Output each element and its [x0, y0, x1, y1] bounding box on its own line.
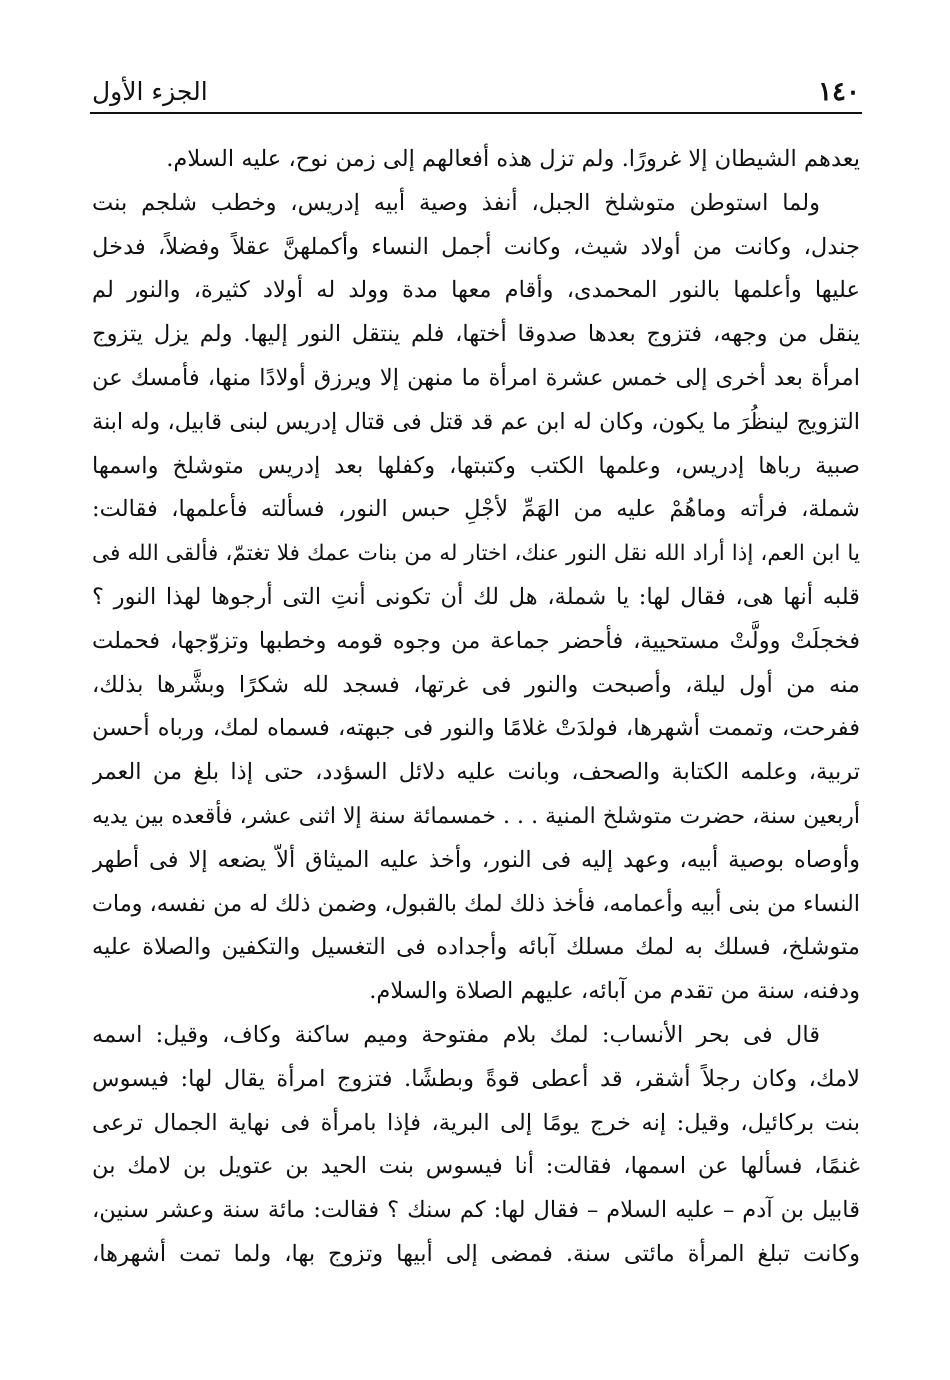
text-line: وأوصاه بوصية أبيه، وعهد إليه فى النور، وأخذ عليه الميثاق ألاّ يضعه إلا فى أطهر — [92, 846, 860, 873]
text-line: يعدهم الشيطان إلا غرورًا. ولم تزل هذه أفعالهم إلى زمن نوح، عليه السلام. — [166, 146, 860, 172]
text-line: وكانت تبلغ المرأة مائتى سنة. فمضى إلى أبيها وتزوج بها، ولما تمت أشهرها، — [92, 1240, 860, 1267]
text-line: ودفنه، سنة من تقدم من آبائه، عليهم الصلاة والسلام. — [369, 978, 860, 1005]
text-line: قال فى بحر الأنساب: لمك بلام مفتوحة وميم ساكنة وكاف، وقيل: اسمه — [92, 1021, 820, 1048]
text-line: قابيل بن آدم – عليه السلام – فقال لها: كم سنك ؟ فقالت: مائة سنة وعشر سنين، — [92, 1197, 860, 1224]
text-line: يا ابن العم، إذا أراد الله نقل النور عنك، اختار له من بنات عمك فلا تغتمّ، فألقى الله فى — [92, 541, 860, 567]
running-head: الجزء الأول — [92, 77, 208, 106]
text-line: ينقل من وجهه، فتزوج بعدها صدوقا أختها، فلم ينتقل النور إليها. ولم يزل يتزوج — [92, 321, 860, 348]
text-line: جندل، وكانت من أولاد شيث، وكانت أجمل النساء وأكملهنَّ عقلاً وفضلاً، فدخل — [92, 233, 860, 260]
page-header — [92, 70, 860, 110]
text-line: ولما استوطن متوشلخ الجبل، أنفذ وصية أبيه إدريس، وخطب شلجم بنت — [92, 189, 820, 216]
text-line: امرأة بعد أخرى إلى خمس عشرة امرأة ما منهن إلا ويرزق أولادًا منها، فأمسك عن — [92, 364, 860, 391]
text-line: متوشلخ، فسلك به لمك مسلك آبائه وأجداده فى التغسيل والتكفين والصلاة عليه — [92, 934, 860, 961]
text-line: شملة، فرأته وماهُمْ عليه من الهَمِّ لأجْلِ حبس النور، فسألته فأعلمها، فقالت: — [92, 496, 860, 523]
text-line: قلبه أنها هى، فقال لها: يا شملة، هل لك أن تكونى أنتِ التى أرجوها لهذا النور ؟ — [92, 583, 860, 610]
body-text — [92, 138, 860, 1277]
header-rule — [90, 112, 862, 114]
text-line: ففرحت، وتممت أشهرها، فولدَتْ غلامًا والنور فى جبهته، فسماه لمك، ورباه أحسن — [92, 715, 860, 742]
text-line: صبية رباها إدريس، وعلمها الكتب وكتبتها، وكفلها بعد إدريس متوشلخ واسمها — [92, 452, 860, 479]
text-line: أربعين سنة، حضرت متوشلخ المنية . . . خمسمائة سنة إلا اثنى عشر، فأقعده بين يديه — [92, 803, 860, 829]
text-line: عليها وأعلمها بالنور المحمدى، وأقام معها مدة وولد له أولاد كثيرة، والنور لم — [92, 277, 860, 304]
text-line: غنمًا، فسألها عن اسمها، فقالت: أنا فيسوس بنت الحيد بن عتويل بن لامك بن — [92, 1153, 860, 1180]
text-line: منه من أول ليلة، وأصبحت والنور فى غرتها، فسجد لله شكرًا وبشَّرها بذلك، — [92, 671, 860, 698]
text-line: فخجلَتْ وولَّتْ مستحيية، فأحضر جماعة من وجوه قومه وخطبها وتزوّجها، فحملت — [92, 627, 860, 654]
page-number: ١٤٠ — [818, 77, 860, 107]
text-line: النساء من بنى أبيه وأعمامه، فأخذ ذلك لمك بالقبول، وضمن ذلك له من نفسه، ومات — [92, 890, 860, 917]
text-line: التزويج لينظُرَ ما يكون، وكان له ابن عم قد قتل فى قتال إدريس لبنى قابيل، وله ابنة — [92, 408, 860, 435]
text-line: بنت بركائيل، وقيل: إنه خرج يومًا إلى البرية، فإذا بامرأة فى نهاية الجمال ترعى — [92, 1109, 860, 1136]
text-line: تربية، وعلمه الكتابة والصحف، وبانت عليه دلائل السؤدد، حتى إذا بلغ من العمر — [92, 759, 860, 786]
text-line: لامك، وكان رجلاً أشقر، قد أعطى قوةً وبطشًا. فتزوج امرأة يقال لها: فيسوس — [92, 1065, 860, 1092]
